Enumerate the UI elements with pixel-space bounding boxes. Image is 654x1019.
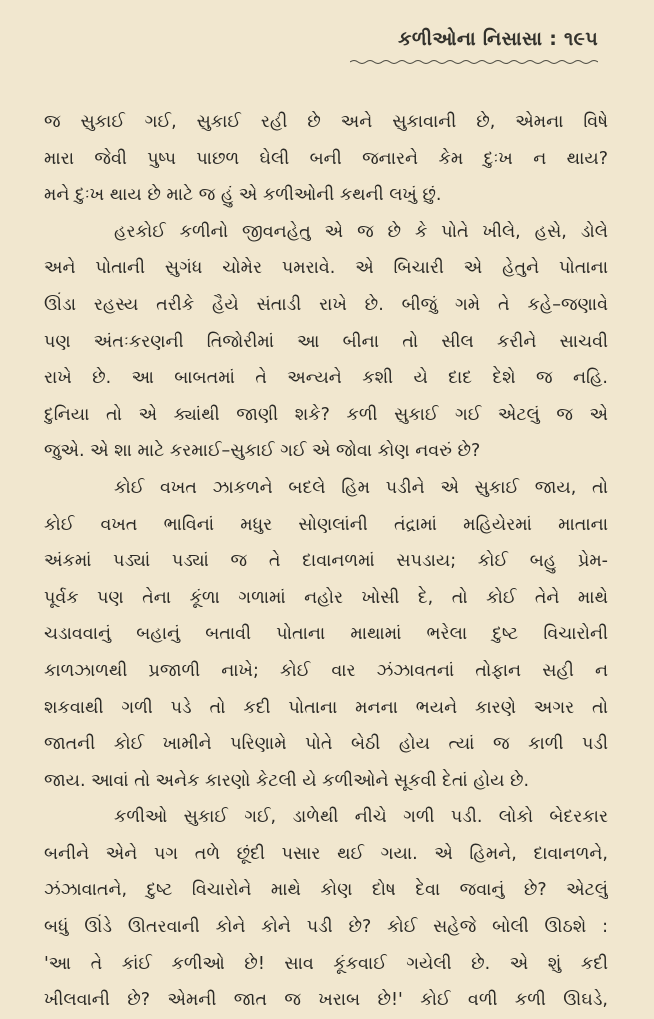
text-line: કાળઝાળથી પ્રજાળી નાખે; કોઈ વાર ઝંઝાવતનાં તોફાન સહી ન: [44, 660, 608, 681]
text-line: દુનિયા તો એ ક્યાંથી જાણી શકે? કળી સુકાઈ ગઈ એટલું જ એ: [44, 404, 608, 425]
text-line: શકવાથી ગળી પડે તો કદી પોતાના મનના ભયને કારણે અગર તો: [44, 697, 608, 718]
text-line: જુએ. એ શા માટે કરમાઈ–સુકાઈ ગઈ એ જોવા કોણ નવરું છે?: [44, 441, 481, 462]
text-line: ખીલવાની છે? એમની જાત જ ખરાબ છે!' કોઈ વળી કળી ઊઘડે,: [44, 990, 608, 1011]
body-text: [44, 104, 608, 1019]
text-line: પણ અંતઃકરણની તિજોરીમાં આ બીના તો સીલ કરીને સાચવી: [44, 331, 608, 352]
paragraph-start-line: હરકોઈ કળીનો જીવનહેતુ એ જ છે કે પોતે ખીલે, હસે, ડોલે: [114, 221, 608, 242]
page-title: કળીઓના નિસાસા : ૧૯૫: [398, 28, 598, 50]
text-line: મારા જેવી પુષ્પ પાછળ ઘેલી બની જનારને કેમ દુઃખ ન થાય?: [44, 148, 608, 169]
text-line: જાય. આવાં તો અનેક કારણો કેટલી યે કળીઓને સૂકવી દેતાં હોય છે.: [44, 770, 530, 791]
text-line: કોઈ વખત ભાવિનાં મધુર સોણલાંની તંદ્રામાં મહિયેરમાં માતાના: [44, 514, 608, 535]
text-line: ચડાવવાનું બહાનું બતાવી પોતાના માથામાં ભરેલા દુષ્ટ વિચારોની: [44, 624, 608, 645]
text-line: મને દુઃખ થાય છે માટે જ હું એ કળીઓની કથની લખું છું.: [44, 185, 442, 206]
wavy-rule-divider: [350, 59, 598, 65]
text-line: અંકમાં પડ્યાં પડ્યાં જ તે દાવાનળમાં સપડાય; કોઈ બહુ પ્રેમ-: [44, 551, 608, 572]
text-line: ઝંઝાવાતને, દુષ્ટ વિચારોને માથે કોણ દોષ દેવા જવાનું છે? એટલું: [44, 880, 608, 901]
text-line: બધું ઊંડે ઊતરવાની કોને કોને પડી છે? કોઈ સહેજે બોલી ઊઠશે :: [44, 917, 608, 938]
text-line: 'આ તે કાંઈ કળીઓ છે! સાવ કૂંકવાઈ ગયેલી છે. એ શું કદી: [44, 953, 608, 974]
text-line: જાતની કોઈ ખામીને પરિણામે પોતે બેઠી હોય ત્યાં જ કાળી પડી: [44, 734, 608, 755]
paragraph-start-line: કોઈ વખત ઝાકળને બદલે હિમ પડીને એ સુકાઈ જાય, તો: [114, 477, 608, 498]
running-header: [350, 28, 598, 69]
paragraph-start-line: કળીઓ સુકાઈ ગઈ, ડાળેથી નીચે ગળી પડી. લોકો બેદરકાર: [114, 807, 608, 828]
text-line: અને પોતાની સુગંધ ચોમેર પમરાવે. એ બિચારી એ હેતુને પોતાના: [44, 258, 608, 279]
text-line: બનીને એને પગ તળે છૂંદી પસાર થઈ ગયા. એ હિમને, દાવાનળને,: [44, 843, 608, 864]
text-line: પૂર્વક પણ તેના કૂંળા ગળામાં નહોર ખોસી દે, તો કોઈ તેને માથે: [44, 587, 608, 608]
text-line: રાખે છે. આ બાબતમાં તે અન્યને કશી યે દાદ દેશે જ નહિ.: [44, 368, 608, 389]
text-line: જ સુકાઈ ગઈ, સુકાઈ રહી છે અને સુકાવાની છે, એમના વિષે: [44, 112, 608, 132]
text-line: ઊંડા રહસ્ય તરીકે હૈયે સંતાડી રાખે છે. બીજું ગમે તે કહે–જણાવે: [44, 294, 608, 315]
